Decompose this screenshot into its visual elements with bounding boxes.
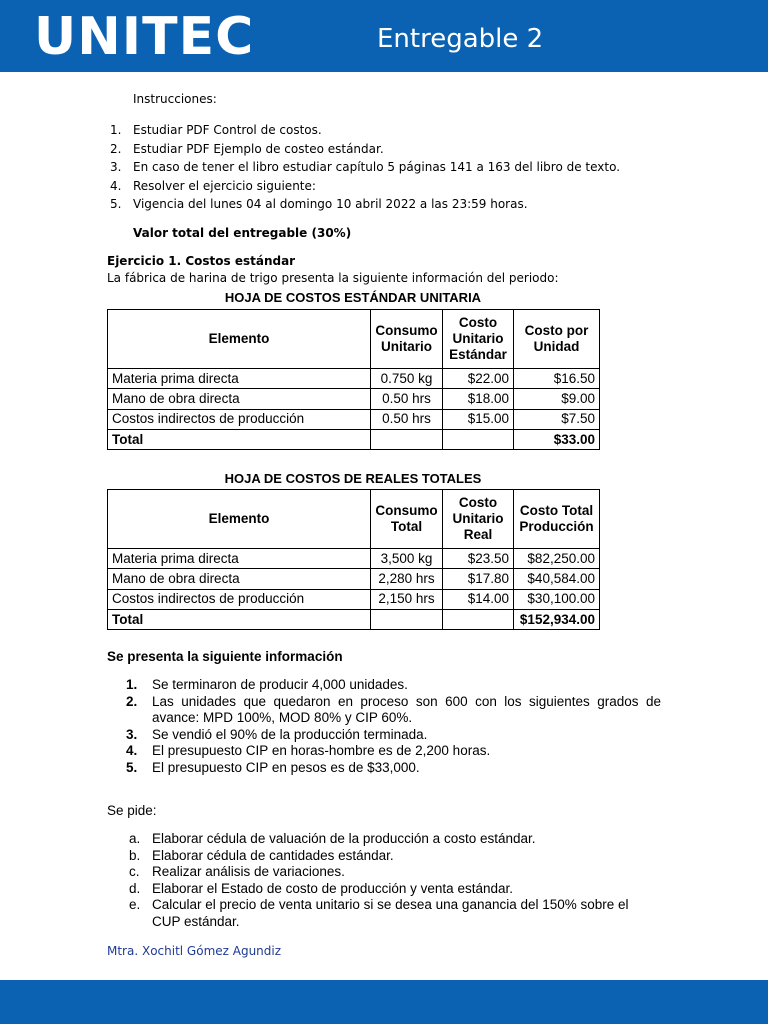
- total-value: $152,934.00: [514, 609, 600, 629]
- list-number: 5.: [110, 197, 122, 211]
- list-item: [110, 158, 620, 177]
- list-text: Realizar análisis de variaciones.: [152, 864, 345, 879]
- table-cell: $30,100.00: [514, 589, 600, 609]
- total-label: Total: [108, 429, 371, 449]
- table-cell: [371, 429, 443, 449]
- list-item: [110, 140, 620, 159]
- total-value: $33.00: [514, 429, 600, 449]
- table-cell: $9.00: [514, 389, 600, 409]
- info-list: [126, 677, 661, 776]
- list-item: [126, 760, 661, 777]
- table-cell: 0.50 hrs: [371, 389, 443, 409]
- list-text: Elaborar cédula de cantidades estándar.: [152, 847, 394, 863]
- list-item: [110, 195, 620, 214]
- list-text: Resolver el ejercicio siguiente:: [133, 178, 316, 193]
- column-header: Costo Unitario Estándar: [443, 310, 514, 369]
- list-item: [110, 177, 620, 196]
- tasks-list: [129, 831, 644, 930]
- table-cell: [443, 429, 514, 449]
- list-item: [129, 848, 644, 865]
- table-cell: Mano de obra directa: [108, 569, 371, 589]
- table-row: [108, 569, 600, 589]
- author-name: Mtra. Xochitl Gómez Agundiz: [107, 944, 282, 958]
- list-number: 4.: [110, 178, 122, 193]
- column-header: Consumo Unitario: [371, 310, 443, 369]
- list-number: 3.: [110, 160, 122, 174]
- list-letter: e.: [129, 897, 141, 912]
- info-title: Se presenta la siguiente información: [107, 649, 343, 664]
- table-cell: [371, 609, 443, 629]
- list-text: En caso de tener el libro estudiar capítulo 5 páginas 141 a 163 del libro de texto.: [133, 160, 621, 174]
- table-cell: $82,250.00: [514, 549, 600, 569]
- table-cell: Materia prima directa: [108, 549, 371, 569]
- table-cell: 0.50 hrs: [371, 409, 443, 429]
- list-number: 1.: [110, 123, 122, 137]
- table-cell: $17.80: [443, 569, 514, 589]
- list-text: Calcular el precio de venta unitario si se desea una ganancia del 150% sobre el CUP estándar.: [152, 897, 629, 929]
- list-number: 3.: [126, 726, 138, 742]
- column-header: Elemento: [108, 310, 371, 369]
- table-cell: 0.750 kg: [371, 369, 443, 389]
- table-row: [108, 549, 600, 569]
- column-header: Costo Unitario Real: [443, 490, 514, 549]
- unitec-logo: UNITEC: [34, 7, 255, 67]
- table-cell: $40,584.00: [514, 569, 600, 589]
- list-letter: d.: [129, 880, 141, 896]
- list-item: [126, 694, 661, 727]
- list-item: [129, 881, 644, 898]
- list-letter: a.: [129, 831, 141, 846]
- table-cell: $7.50: [514, 409, 600, 429]
- real-cost-table: [107, 489, 600, 630]
- list-text: Se vendió el 90% de la producción terminada.: [152, 726, 428, 742]
- table-row: [108, 409, 600, 429]
- table-cell: 3,500 kg: [371, 549, 443, 569]
- table-cell: $14.00: [443, 589, 514, 609]
- exercise-description: La fábrica de harina de trigo presenta la siguiente información del periodo:: [107, 271, 559, 285]
- list-item: [129, 897, 644, 930]
- list-text: Se terminaron de producir 4,000 unidades.: [152, 677, 408, 692]
- exercise-title: Ejercicio 1. Costos estándar: [107, 254, 296, 268]
- list-text: El presupuesto CIP en pesos es de $33,000.: [152, 759, 420, 775]
- table-total-row: [108, 429, 600, 449]
- list-text: Elaborar el Estado de costo de producción y venta estándar.: [152, 880, 513, 896]
- list-item: [110, 121, 620, 140]
- list-text: Estudiar PDF Ejemplo de costeo estándar.: [133, 141, 384, 156]
- table-cell: Mano de obra directa: [108, 389, 371, 409]
- table-standard-title: HOJA DE COSTOS ESTÁNDAR UNITARIA: [224, 290, 482, 305]
- table-cell: Costos indirectos de producción: [108, 589, 371, 609]
- table-cell: $18.00: [443, 389, 514, 409]
- column-header: Consumo Total: [371, 490, 443, 549]
- standard-cost-table: [107, 309, 600, 450]
- table-header-row: [108, 490, 600, 549]
- table-total-row: [108, 609, 600, 629]
- list-text: Las unidades que quedaron en proceso son 600 con los siguientes grados de avance: MPD 100%, MOD 80% y CIP 60%.: [152, 693, 661, 725]
- table-cell: $22.00: [443, 369, 514, 389]
- deliverable-value: Valor total del entregable (30%): [133, 226, 352, 240]
- instructions-label: Instrucciones:: [133, 92, 217, 106]
- total-label: Total: [108, 609, 371, 629]
- table-cell: $23.50: [443, 549, 514, 569]
- column-header: Elemento: [108, 490, 371, 549]
- table-header-row: [108, 310, 600, 369]
- list-letter: b.: [129, 847, 141, 863]
- list-text: El presupuesto CIP en horas-hombre es de 2,200 horas.: [152, 743, 491, 758]
- list-text: Vigencia del lunes 04 al domingo 10 abril 2022 a las 23:59 horas.: [133, 197, 528, 211]
- table-row: [108, 589, 600, 609]
- table-cell: Materia prima directa: [108, 369, 371, 389]
- list-number: 2.: [110, 141, 122, 156]
- list-text: Estudiar PDF Control de costos.: [133, 123, 322, 137]
- list-text: Elaborar cédula de valuación de la producción a costo estándar.: [152, 831, 536, 846]
- list-number: 5.: [126, 759, 138, 775]
- list-number: 4.: [126, 743, 138, 758]
- list-number: 1.: [126, 677, 138, 692]
- document-title: Entregable 2: [377, 24, 544, 54]
- table-cell: $16.50: [514, 369, 600, 389]
- table-row: [108, 389, 600, 409]
- column-header: Costo Total Producción: [514, 490, 600, 549]
- table-cell: $15.00: [443, 409, 514, 429]
- instructions-list: [110, 121, 620, 214]
- table-cell: 2,150 hrs: [371, 589, 443, 609]
- list-number: 2.: [126, 693, 138, 709]
- list-item: [126, 677, 661, 694]
- column-header: Costo por Unidad: [514, 310, 600, 369]
- page-header: [0, 0, 768, 72]
- table-cell: [443, 609, 514, 629]
- tasks-label: Se pide:: [107, 803, 157, 818]
- table-cell: Costos indirectos de producción: [108, 409, 371, 429]
- page-footer: [0, 980, 768, 1024]
- table-row: [108, 369, 600, 389]
- list-item: [126, 743, 661, 760]
- table-cell: 2,280 hrs: [371, 569, 443, 589]
- list-letter: c.: [129, 864, 140, 879]
- list-item: [126, 727, 661, 744]
- table-real-title: HOJA DE COSTOS DE REALES TOTALES: [224, 471, 482, 486]
- list-item: [129, 831, 644, 848]
- list-item: [129, 864, 644, 881]
